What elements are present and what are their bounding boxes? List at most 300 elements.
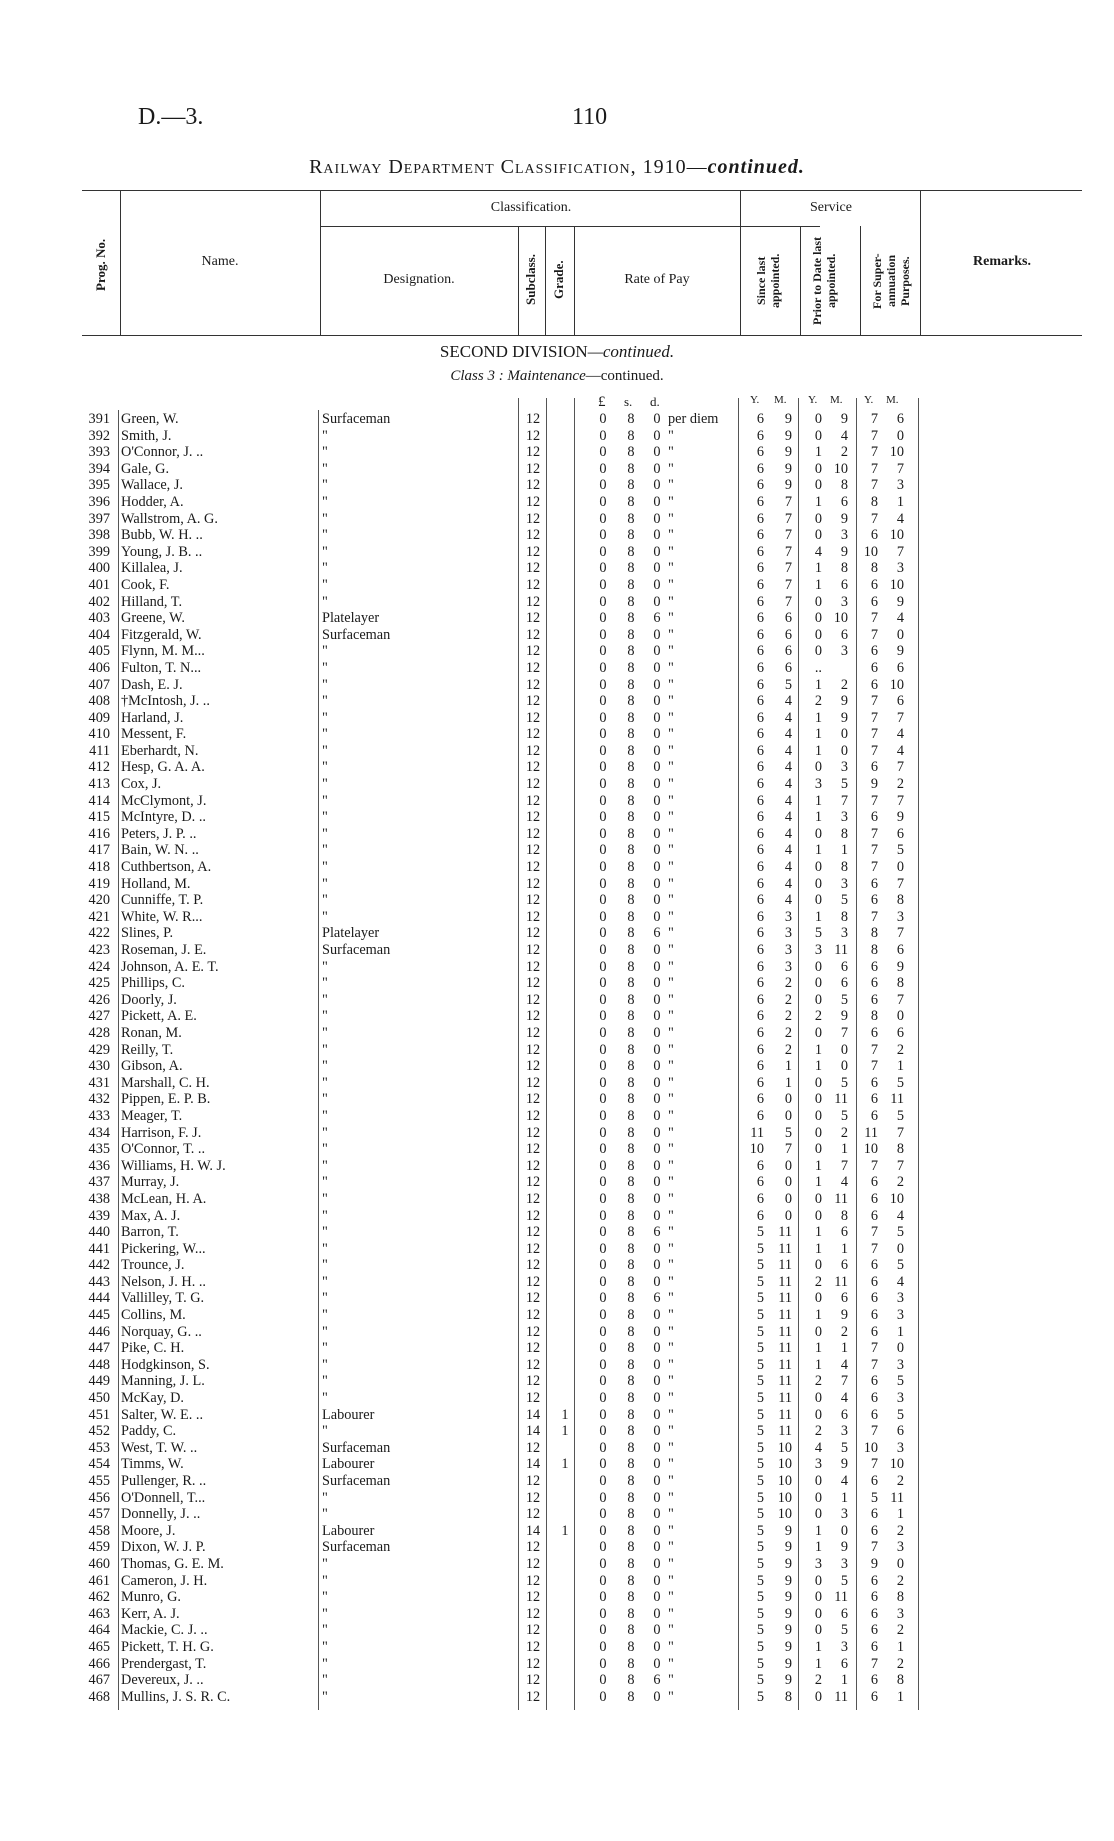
prior-months-cell: 5 bbox=[840, 892, 848, 909]
header-divider bbox=[740, 190, 741, 335]
rate-pence-cell: 0 bbox=[653, 1190, 661, 1207]
rate-shillings-cell: 8 bbox=[627, 726, 635, 743]
prior-years-cell: 2 bbox=[814, 1423, 822, 1440]
super-years-cell: 6 bbox=[870, 527, 878, 544]
subclass-cell: 12 bbox=[525, 842, 541, 859]
super-months-cell: 1 bbox=[896, 1688, 904, 1705]
designation-cell: " bbox=[322, 726, 328, 743]
super-years-cell: 6 bbox=[870, 1406, 878, 1423]
rate-shillings-cell: 8 bbox=[627, 1190, 635, 1207]
designation-cell: " bbox=[322, 460, 328, 477]
designation-cell: " bbox=[322, 543, 328, 560]
rate-shillings-cell: 8 bbox=[627, 1091, 635, 1108]
super-years-cell: 6 bbox=[870, 1605, 878, 1622]
super-months-cell: 2 bbox=[896, 1572, 904, 1589]
designation-cell: " bbox=[322, 1423, 328, 1440]
name-cell: Nelson, J. H. .. bbox=[121, 1273, 206, 1290]
super-months-cell: 5 bbox=[896, 1107, 904, 1124]
prior-months-cell: 6 bbox=[840, 1224, 848, 1241]
rate-pence-cell: 0 bbox=[653, 576, 661, 593]
subclass-cell: 12 bbox=[525, 1124, 541, 1141]
table-row bbox=[0, 776, 1114, 793]
subclass-cell: 12 bbox=[525, 1240, 541, 1257]
since-years-cell: 6 bbox=[756, 709, 764, 726]
rate-shillings-cell: 8 bbox=[627, 991, 635, 1008]
header-divider bbox=[920, 190, 921, 335]
rate-pounds-cell: 0 bbox=[599, 1190, 607, 1207]
prior-years-cell: 0 bbox=[814, 610, 822, 627]
super-months-cell: 6 bbox=[896, 1423, 904, 1440]
name-cell: Hodgkinson, S. bbox=[121, 1356, 210, 1373]
table-row bbox=[0, 1042, 1114, 1059]
name-cell: Bain, W. N. .. bbox=[121, 842, 199, 859]
rate-shillings-cell: 8 bbox=[627, 1506, 635, 1523]
name-cell: Fulton, T. N... bbox=[121, 659, 202, 676]
rate-pence-cell: 0 bbox=[653, 958, 661, 975]
super-months-cell: 0 bbox=[896, 1340, 904, 1357]
subclass-cell: 12 bbox=[525, 444, 541, 461]
designation-cell: " bbox=[322, 742, 328, 759]
prog-no-cell: 429 bbox=[88, 1041, 110, 1058]
prior-months-cell: 7 bbox=[840, 1373, 848, 1390]
prior-months-cell: 9 bbox=[840, 693, 848, 710]
rate-pounds-cell: 0 bbox=[599, 991, 607, 1008]
name-cell: Devereux, J. .. bbox=[121, 1672, 204, 1689]
subclass-cell: 12 bbox=[525, 1539, 541, 1556]
super-months-cell: 6 bbox=[896, 411, 904, 427]
prior-months-cell: 9 bbox=[840, 411, 848, 427]
table-row bbox=[0, 527, 1114, 544]
super-years-cell: 8 bbox=[870, 942, 878, 958]
since-months-cell: 4 bbox=[784, 859, 792, 876]
since-years-cell: 6 bbox=[756, 825, 764, 842]
since-months-cell: 9 bbox=[784, 1655, 792, 1672]
designation-cell: Surfaceman bbox=[322, 1473, 391, 1489]
prog-no-cell: 444 bbox=[88, 1290, 110, 1307]
super-months-cell: 5 bbox=[896, 1373, 904, 1390]
super-years-cell: 6 bbox=[870, 1390, 878, 1407]
col-prior-to-date: Prior to Date last appointed. bbox=[810, 236, 838, 326]
rate-shillings-cell: 8 bbox=[627, 759, 635, 776]
name-cell: †McIntosh, J. .. bbox=[121, 693, 210, 710]
since-months-cell: 2 bbox=[784, 1008, 792, 1025]
designation-cell: " bbox=[322, 1605, 328, 1622]
since-months-cell: 9 bbox=[784, 427, 792, 444]
prog-no-cell: 396 bbox=[88, 493, 110, 510]
rate-pence-cell: 6 bbox=[653, 1224, 661, 1241]
rate-shillings-cell: 8 bbox=[627, 1489, 635, 1506]
prog-no-cell: 433 bbox=[88, 1107, 110, 1124]
subclass-cell: 12 bbox=[525, 875, 541, 892]
table-row bbox=[0, 1523, 1114, 1540]
rate-unit-cell: " bbox=[668, 427, 674, 444]
since-years-cell: 5 bbox=[756, 1655, 764, 1672]
prog-no-cell: 404 bbox=[88, 626, 110, 643]
rate-pounds-cell: 0 bbox=[599, 1174, 607, 1191]
prior-months-cell: 8 bbox=[840, 477, 848, 494]
subclass-cell: 12 bbox=[525, 1141, 541, 1158]
subclass-cell: 12 bbox=[525, 1074, 541, 1091]
prog-no-cell: 454 bbox=[88, 1456, 110, 1473]
designation-cell: " bbox=[322, 792, 328, 809]
rate-pounds-cell: 0 bbox=[599, 1539, 607, 1556]
subclass-cell: 12 bbox=[525, 792, 541, 809]
rate-pence-cell: 0 bbox=[653, 1390, 661, 1407]
prog-no-cell: 406 bbox=[88, 659, 110, 676]
super-years-cell: 7 bbox=[870, 411, 878, 427]
rate-unit-cell: " bbox=[668, 1456, 674, 1473]
designation-cell: " bbox=[322, 1688, 328, 1705]
prior-years-cell: 1 bbox=[814, 792, 822, 809]
rate-pounds-cell: 0 bbox=[599, 908, 607, 925]
rate-pence-cell: 0 bbox=[653, 1207, 661, 1224]
prior-months-cell: 2 bbox=[840, 676, 848, 693]
header-divider bbox=[518, 226, 519, 335]
since-years-cell: 5 bbox=[756, 1340, 764, 1357]
since-months-cell: 7 bbox=[784, 593, 792, 610]
subclass-cell: 12 bbox=[525, 1506, 541, 1523]
table-row bbox=[0, 1091, 1114, 1108]
rate-pence-cell: 0 bbox=[653, 1107, 661, 1124]
rate-unit-cell: " bbox=[668, 1257, 674, 1274]
table-row bbox=[0, 594, 1114, 611]
name-cell: Vallilley, T. G. bbox=[121, 1290, 205, 1307]
since-years-cell: 5 bbox=[756, 1539, 764, 1556]
units-row bbox=[0, 394, 1114, 410]
name-cell: Meager, T. bbox=[121, 1107, 183, 1124]
super-months-cell: 6 bbox=[896, 693, 904, 710]
subclass-cell: 12 bbox=[525, 427, 541, 444]
prior-years-cell: 2 bbox=[814, 693, 822, 710]
prog-no-cell: 428 bbox=[88, 1024, 110, 1041]
prior-years-cell: 1 bbox=[814, 1655, 822, 1672]
rate-unit-cell: " bbox=[668, 1024, 674, 1041]
prior-months-cell: 3 bbox=[840, 925, 848, 942]
rate-pence-cell: 0 bbox=[653, 1406, 661, 1423]
since-years-cell: 5 bbox=[756, 1622, 764, 1639]
subclass-cell: 12 bbox=[525, 1439, 541, 1456]
super-months-cell: 3 bbox=[896, 1307, 904, 1324]
since-years-cell: 10 bbox=[749, 1141, 764, 1158]
rate-pounds-cell: 0 bbox=[599, 1572, 607, 1589]
table-row bbox=[0, 1456, 1114, 1473]
subclass-cell: 12 bbox=[525, 510, 541, 527]
prior-months-cell: 9 bbox=[840, 510, 848, 527]
name-cell: Fitzgerald, W. bbox=[121, 626, 202, 643]
rate-unit-cell: " bbox=[668, 776, 674, 793]
prog-no-cell: 422 bbox=[88, 925, 110, 942]
rate-unit-cell: " bbox=[668, 444, 674, 461]
rate-unit-cell: " bbox=[668, 593, 674, 610]
prior-months-cell: 0 bbox=[840, 742, 848, 759]
prior-months-cell: 1 bbox=[840, 1340, 848, 1357]
prior-months-cell: 5 bbox=[840, 1622, 848, 1639]
since-months-cell: 4 bbox=[784, 842, 792, 859]
prior-years-cell: 1 bbox=[814, 576, 822, 593]
subclass-cell: 12 bbox=[525, 527, 541, 544]
name-cell: Ronan, M. bbox=[121, 1024, 182, 1041]
subclass-cell: 12 bbox=[525, 1672, 541, 1689]
subclass-cell: 14 bbox=[525, 1456, 541, 1473]
rate-pounds-cell: 0 bbox=[599, 1041, 607, 1058]
since-months-cell: 2 bbox=[784, 975, 792, 992]
rate-unit-cell: " bbox=[668, 1522, 674, 1539]
rate-pounds-cell: 0 bbox=[599, 1555, 607, 1572]
rate-pence-cell: 0 bbox=[653, 1340, 661, 1357]
prior-months-cell: 9 bbox=[840, 1008, 848, 1025]
rate-shillings-cell: 8 bbox=[627, 1340, 635, 1357]
super-months-cell: 9 bbox=[896, 809, 904, 826]
name-cell: West, T. W. .. bbox=[121, 1439, 198, 1456]
rate-shillings-cell: 8 bbox=[627, 411, 635, 427]
super-years-cell: 6 bbox=[870, 1290, 878, 1307]
super-years-cell: 10 bbox=[863, 543, 878, 560]
rate-shillings-cell: 8 bbox=[627, 809, 635, 826]
name-cell: Munro, G. bbox=[121, 1589, 181, 1606]
prior-years-cell: 4 bbox=[814, 543, 822, 560]
rate-pence-cell: 0 bbox=[653, 1622, 661, 1639]
prior-months-cell: 5 bbox=[840, 991, 848, 1008]
subclass-cell: 12 bbox=[525, 1257, 541, 1274]
designation-cell: " bbox=[322, 759, 328, 776]
super-years-cell: 6 bbox=[870, 1506, 878, 1523]
prior-years-cell: 1 bbox=[814, 444, 822, 461]
super-months-cell: 4 bbox=[896, 742, 904, 759]
super-months-cell: 5 bbox=[896, 1406, 904, 1423]
name-cell: Cuthbertson, A. bbox=[121, 859, 212, 876]
prior-months-cell: 11 bbox=[834, 1190, 848, 1207]
prior-years-cell: 0 bbox=[814, 1290, 822, 1307]
prog-no-cell: 391 bbox=[88, 411, 110, 427]
since-years-cell: 6 bbox=[756, 892, 764, 909]
rate-unit-cell: " bbox=[668, 1340, 674, 1357]
prog-no-cell: 468 bbox=[88, 1688, 110, 1705]
rate-pence-cell: 0 bbox=[653, 510, 661, 527]
name-cell: Prendergast, T. bbox=[121, 1655, 207, 1672]
super-months-cell: 5 bbox=[896, 1257, 904, 1274]
since-years-cell: 6 bbox=[756, 1008, 764, 1025]
rate-unit-cell: " bbox=[668, 842, 674, 859]
col-rate: Rate of Pay bbox=[624, 272, 690, 287]
rate-pence-cell: 0 bbox=[653, 875, 661, 892]
subclass-cell: 12 bbox=[525, 659, 541, 676]
designation-cell: " bbox=[322, 1356, 328, 1373]
super-years-cell: 7 bbox=[870, 1655, 878, 1672]
super-months-cell: 1 bbox=[896, 493, 904, 510]
designation-cell: " bbox=[322, 1024, 328, 1041]
designation-cell: " bbox=[322, 1107, 328, 1124]
rate-unit-cell: " bbox=[668, 477, 674, 494]
subclass-cell: 12 bbox=[525, 1107, 541, 1124]
rate-pounds-cell: 0 bbox=[599, 1323, 607, 1340]
since-years-cell: 6 bbox=[756, 676, 764, 693]
prior-years-cell: 0 bbox=[814, 1406, 822, 1423]
rate-unit-cell: " bbox=[668, 1307, 674, 1324]
since-years-cell: 5 bbox=[756, 1307, 764, 1324]
prog-no-cell: 424 bbox=[88, 958, 110, 975]
table-row bbox=[0, 876, 1114, 893]
table-row bbox=[0, 1622, 1114, 1639]
since-months-cell: 10 bbox=[777, 1439, 792, 1456]
since-months-cell: 2 bbox=[784, 1041, 792, 1058]
subclass-cell: 12 bbox=[525, 1638, 541, 1655]
prior-years-cell: 0 bbox=[814, 411, 822, 427]
rate-shillings-cell: 8 bbox=[627, 560, 635, 577]
since-months-cell: 10 bbox=[777, 1506, 792, 1523]
prior-months-cell: 3 bbox=[840, 759, 848, 776]
subclass-cell: 12 bbox=[525, 1174, 541, 1191]
super-years-cell: 7 bbox=[870, 693, 878, 710]
rate-shillings-cell: 8 bbox=[627, 1539, 635, 1556]
name-cell: Slines, P. bbox=[121, 925, 174, 942]
prog-no-cell: 463 bbox=[88, 1605, 110, 1622]
prog-no-cell: 459 bbox=[88, 1539, 110, 1556]
since-years-cell: 6 bbox=[756, 411, 764, 427]
super-months-cell: 7 bbox=[896, 759, 904, 776]
rate-pence-cell: 0 bbox=[653, 493, 661, 510]
rate-pence-cell: 0 bbox=[653, 1174, 661, 1191]
designation-cell: " bbox=[322, 1589, 328, 1606]
rate-unit-cell: " bbox=[668, 1107, 674, 1124]
rate-pounds-cell: 0 bbox=[599, 693, 607, 710]
super-years-cell: 6 bbox=[870, 1373, 878, 1390]
rate-pounds-cell: 0 bbox=[599, 460, 607, 477]
rate-pounds-cell: 0 bbox=[599, 543, 607, 560]
prog-no-cell: 445 bbox=[88, 1307, 110, 1324]
rate-pence-cell: 0 bbox=[653, 1506, 661, 1523]
super-years-cell: 5 bbox=[870, 1489, 878, 1506]
table-row bbox=[0, 1224, 1114, 1241]
prior-months-cell: 0 bbox=[840, 1522, 848, 1539]
rate-shillings-cell: 8 bbox=[627, 1107, 635, 1124]
name-cell: Salter, W. E. .. bbox=[121, 1406, 204, 1423]
rate-unit-cell: " bbox=[668, 1506, 674, 1523]
prog-no-cell: 438 bbox=[88, 1190, 110, 1207]
super-years-cell: 7 bbox=[870, 792, 878, 809]
rate-pence-cell: 0 bbox=[653, 1423, 661, 1440]
super-months-cell: 0 bbox=[896, 427, 904, 444]
rate-shillings-cell: 8 bbox=[627, 1174, 635, 1191]
rate-unit-cell: " bbox=[668, 1622, 674, 1639]
since-months-cell: 7 bbox=[784, 543, 792, 560]
since-months-cell: 10 bbox=[777, 1489, 792, 1506]
table-row bbox=[0, 1539, 1114, 1556]
rate-pounds-cell: 0 bbox=[599, 510, 607, 527]
rate-pence-cell: 0 bbox=[653, 825, 661, 842]
prior-years-cell: 0 bbox=[814, 1390, 822, 1407]
name-cell: Harrison, F. J. bbox=[121, 1124, 202, 1141]
designation-cell: " bbox=[322, 1041, 328, 1058]
rate-pence-cell: 6 bbox=[653, 610, 661, 627]
name-cell: Dash, E. J. bbox=[121, 676, 183, 693]
rate-pounds-cell: 0 bbox=[599, 560, 607, 577]
col-designation: Designation. bbox=[383, 272, 455, 287]
super-months-cell: 1 bbox=[896, 1323, 904, 1340]
rate-pence-cell: 0 bbox=[653, 1555, 661, 1572]
prog-no-cell: 414 bbox=[88, 792, 110, 809]
prior-months-cell: 4 bbox=[840, 1473, 848, 1489]
designation-cell: " bbox=[322, 1174, 328, 1191]
rate-shillings-cell: 8 bbox=[627, 1572, 635, 1589]
super-years-cell: 7 bbox=[870, 859, 878, 876]
subclass-cell: 12 bbox=[525, 825, 541, 842]
col-service: Service bbox=[810, 200, 852, 215]
subclass-cell: 12 bbox=[525, 1190, 541, 1207]
designation-cell: Surfaceman bbox=[322, 1439, 391, 1456]
prog-no-cell: 408 bbox=[88, 693, 110, 710]
name-cell: Cox, J. bbox=[121, 776, 162, 793]
table-row bbox=[0, 1606, 1114, 1623]
super-years-cell: 6 bbox=[870, 1323, 878, 1340]
rate-shillings-cell: 8 bbox=[627, 1638, 635, 1655]
rate-unit-cell: " bbox=[668, 1655, 674, 1672]
super-months-cell: 5 bbox=[896, 1224, 904, 1241]
prior-years-cell: 1 bbox=[814, 726, 822, 743]
rate-pounds-cell: 0 bbox=[599, 759, 607, 776]
prior-months-cell: 7 bbox=[840, 792, 848, 809]
super-years-cell: 6 bbox=[870, 576, 878, 593]
name-cell: Gibson, A. bbox=[121, 1058, 183, 1075]
super-years-cell: 8 bbox=[870, 1008, 878, 1025]
designation-cell: " bbox=[322, 1307, 328, 1324]
designation-cell: " bbox=[322, 1373, 328, 1390]
subclass-cell: 12 bbox=[525, 1008, 541, 1025]
name-cell: McKay, D. bbox=[121, 1390, 184, 1407]
rate-shillings-cell: 8 bbox=[627, 693, 635, 710]
table-row bbox=[0, 627, 1114, 644]
prog-no-cell: 421 bbox=[88, 908, 110, 925]
super-years-cell: 8 bbox=[870, 925, 878, 942]
subclass-cell: 12 bbox=[525, 1605, 541, 1622]
rate-pounds-cell: 0 bbox=[599, 1141, 607, 1158]
rate-pence-cell: 0 bbox=[653, 1041, 661, 1058]
rate-unit-cell: " bbox=[668, 676, 674, 693]
rate-pence-cell: 0 bbox=[653, 693, 661, 710]
designation-cell: " bbox=[322, 1555, 328, 1572]
designation-cell: " bbox=[322, 1257, 328, 1274]
rate-unit-cell: " bbox=[668, 825, 674, 842]
rate-pence-cell: 0 bbox=[653, 759, 661, 776]
subclass-cell: 12 bbox=[525, 460, 541, 477]
subclass-cell: 12 bbox=[525, 776, 541, 793]
since-years-cell: 6 bbox=[756, 593, 764, 610]
designation-cell: " bbox=[322, 1190, 328, 1207]
rate-shillings-cell: 8 bbox=[627, 975, 635, 992]
designation-cell: " bbox=[322, 1157, 328, 1174]
table-row bbox=[0, 511, 1114, 528]
rate-unit-cell: " bbox=[668, 1423, 674, 1440]
page-title bbox=[0, 156, 1114, 179]
prior-months-cell: 6 bbox=[840, 576, 848, 593]
name-cell: Wallstrom, A. G. bbox=[121, 510, 218, 527]
designation-cell: " bbox=[322, 1622, 328, 1639]
prog-no-cell: 426 bbox=[88, 991, 110, 1008]
since-months-cell: 4 bbox=[784, 875, 792, 892]
since-months-cell: 10 bbox=[777, 1473, 792, 1489]
since-months-cell: 11 bbox=[778, 1356, 792, 1373]
rate-pence-cell: 0 bbox=[653, 809, 661, 826]
prog-no-cell: 402 bbox=[88, 593, 110, 610]
designation-cell: Labourer bbox=[322, 1522, 375, 1539]
since-months-cell: 6 bbox=[784, 643, 792, 660]
rate-shillings-cell: 8 bbox=[627, 1522, 635, 1539]
rate-unit-cell: " bbox=[668, 693, 674, 710]
designation-cell: " bbox=[322, 1141, 328, 1158]
super-years-cell: 8 bbox=[870, 493, 878, 510]
rate-pence-cell: 0 bbox=[653, 1074, 661, 1091]
since-years-cell: 5 bbox=[756, 1522, 764, 1539]
rate-shillings-cell: 8 bbox=[627, 543, 635, 560]
